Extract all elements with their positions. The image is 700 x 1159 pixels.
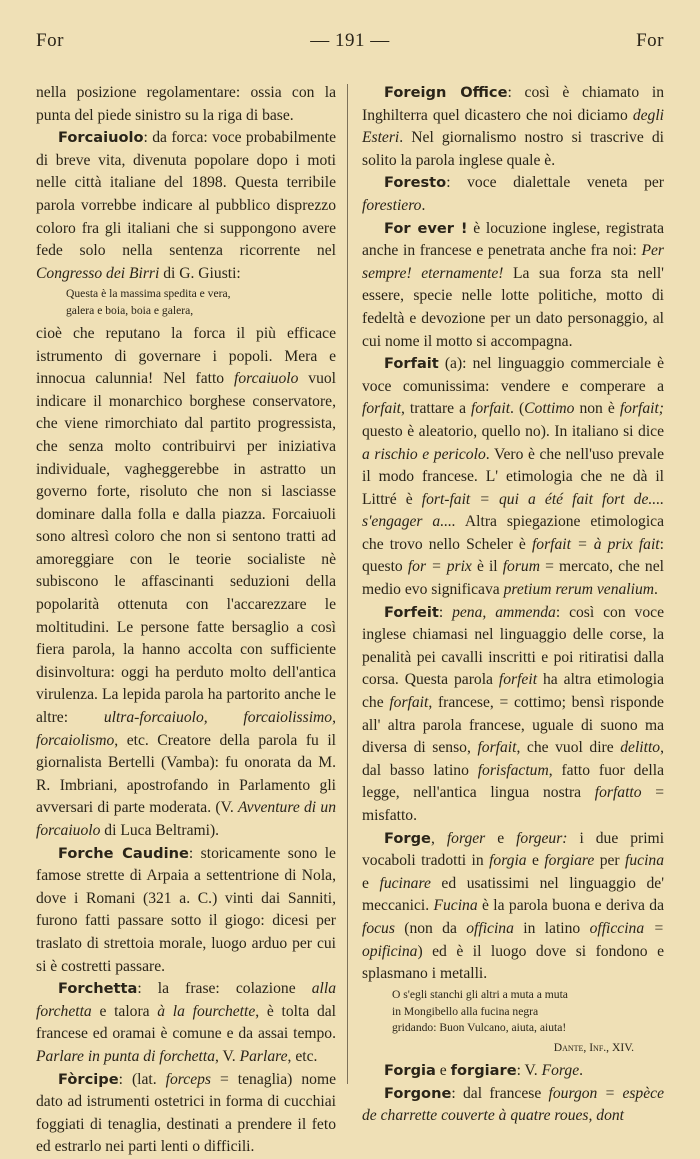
entry-for-ever: For ever ! è locuzione inglese, registrata anche in francese e penetrata anche fra noi: Per sempre! eternamente! La sua forza sta nell' essere, specie nelle lotte politiche, motto di fedeltà e devozione per un dato personaggio, al cui nome il motto si accompagna.: [362, 219, 664, 350]
headword: Fòrcipe: [58, 1070, 119, 1088]
headword: Forfait: [384, 355, 439, 373]
entry-forchetta: Forchetta: la frase: colazione alla forchetta e talora à la fourchette, è tolta dal francese ed oramai è comune e da assai tempo. Parlare in punta di forchetta, V. Parlare, etc.: [36, 980, 336, 1065]
headword: Foreign Office: [384, 84, 508, 101]
running-header: [36, 30, 664, 52]
headword: For ever !: [384, 219, 468, 237]
verse-line: gridando: Buon Vulcano, aiuta, aiuta!: [392, 1021, 567, 1035]
verse-line: in Mongibello alla fucina negra: [392, 1004, 539, 1018]
quote-citation: Dante, Inf., XIV.: [553, 1041, 634, 1055]
entry-forche-caudine: Forche Caudine: storicamente sono le famose strette di Arpaia a settentrione di Nola, dove i Romani (321 a. C.) vinti dai Sanniti, furono fatti passare sotto il giogo: dicesi per traslato di strettoia morale, luogo arduo per cui si è costretti passare.: [36, 844, 336, 975]
verse-quote: [66, 286, 336, 320]
entry-forcipe: Fòrcipe: (lat. forceps = tenaglia) nome dato ad istrumenti ostetrici in forma di cucchiai foggiati di tenaglia, destinati a prendere il feto ed estrarlo nei parti lenti o difficili.: [36, 1070, 337, 1156]
header-left-word: For: [36, 30, 64, 51]
headword: forgiare: [450, 1061, 517, 1079]
entry-forgone: Forgone: dal francese fourgon = espèce de charrette couverte à quatre roues, dont: [362, 1084, 664, 1125]
entry-foreign-office: Foreign Office: così è chiamato in Inghilterra quel dicastero che noi diciamo degli Esteri. Nel giornalismo nostro si trascrive di solito la parola inglese quale è.: [362, 84, 664, 169]
headword: Forge: [384, 829, 431, 847]
headword: Forgia: [384, 1061, 436, 1079]
right-column: [362, 82, 664, 1128]
continued-paragraph: nella posizione regolamentare: ossia con la punta del piede sinistro su la riga di base.: [36, 84, 336, 124]
column-divider: [347, 84, 348, 1084]
headword: Forfeit: [384, 603, 439, 621]
verse-quote: [392, 987, 664, 1037]
entry-forcaiuolo: Forcaiuolo: da forca: voce probabilmente di breve vita, divenuta popolare dopo i moti nelle città italiane del 1898. Questa terribile parola vorrebbe indicare al pubblico disprezzo coloro fra gli italiani che si suppongono avere fede solo nella sentenza ricorrente nel Congresso dei Birri di G. Giusti:: [36, 129, 336, 282]
verse-line: Questa è la massima spedita e vera,: [66, 287, 231, 301]
verse-line: galera e boia, boia e galera,: [66, 304, 194, 318]
headword: Forgone: [384, 1084, 452, 1102]
entry-forcaiuolo-continued: cioè che reputano la forca il più efficace istrumento di governare i popoli. Mera e innocua calunnia! Nel fatto forcaiuolo vuol indicare il monarchico borghese conservatore, che viene rimorchiato dal partito progressista, che senza molto contribuirvi per iniziativa individuale, vagheggerebbe in astratto un governo forte, risoluto che non si lasciasse dominare dalla folla e dalla piazza. Forcaiuoli sono altresì coloro che non si sentono tratti ad amoreggiare con le teorie socialiste nè subiscono le affascinanti seduzioni della popolarità ottenuta con l'accarezzare le moltitudini. Le persone fatte bersaglio a così fiera parola, la hanno accolta con sufficiente disinvoltura: oggi ha perduto molto dell'antica virulenza. La lepida parola ha partorito anche le altre: ultra-forcaiuolo, forcaiolissimo, forcaiolismo, etc. Creatore della parola fu il giornalista Bertelli (Vamba): fu onorata da M. R. Imbriani, apostrofando in Parlamento gli avversari di parte moderata. (V. Avventure di un forcaiuolo di Luca Beltrami).: [36, 324, 336, 839]
entry-forfeit: Forfeit: pena, ammenda: così con voce inglese chiamasi nel linguaggio delle corse, la penalità pei cavalli inscritti e poi ritiratisi dalla corsa. Questa parola forfeit ha altra etimologia che forfait, francese, = cottimo; bensì risponde all' altra parola francese, uguale di suono ma diversa di senso, forfait, che vuol dire delitto, dal basso latino forisfactum, fatto fuor della legge, nell'antica lingua nostra forfatto = misfatto.: [362, 603, 665, 824]
entry-forge: Forge, forger e forgeur: i due primi vocaboli tradotti in forgia e forgiare per fucina e fucinare ed usatissimi nel linguaggio de' meccanici. Fucina è la parola buona e deriva da focus (non da officina in latino officcina = opificina) ed è il luogo dove si fondono e splasmano i metalli.: [362, 829, 665, 983]
headword: Forcaiuolo: [58, 129, 144, 147]
headword: Forchetta: [58, 980, 138, 998]
headword: Forche Caudine: [58, 844, 189, 862]
entry-forfait: Forfait (a): nel linguaggio commerciale è voce comunissima: vendere e comperare a forfait, trattare a forfait. (Cottimo non è forfait; questo è aleatorio, quello no). In italiano si dice a rischio e pericolo. Vero è che nell'uso prevale il modo francese. L' etimologia che ne dà il Littré è fort-fait = qui a été fait fort de.... s'engager a.... Altra spiegazione etimologica che trovo nello Scheler è forfait = à prix fait: questo for = prix è il forum = mercato, che nel medio evo significava pretium rerum venalium.: [362, 355, 664, 599]
headword: Foresto: [384, 174, 447, 192]
verse-line: O s'egli stanchi gli altri a muta a muta: [392, 987, 568, 1001]
left-column: [36, 82, 336, 1159]
header-right-word: For: [636, 30, 664, 51]
entry-forgia: Forgia e forgiare: V. Forge.: [384, 1061, 584, 1079]
entry-foresto: Foresto: voce dialettale veneta per forestiero.: [362, 174, 664, 214]
page-number: — 191 —: [310, 30, 390, 51]
